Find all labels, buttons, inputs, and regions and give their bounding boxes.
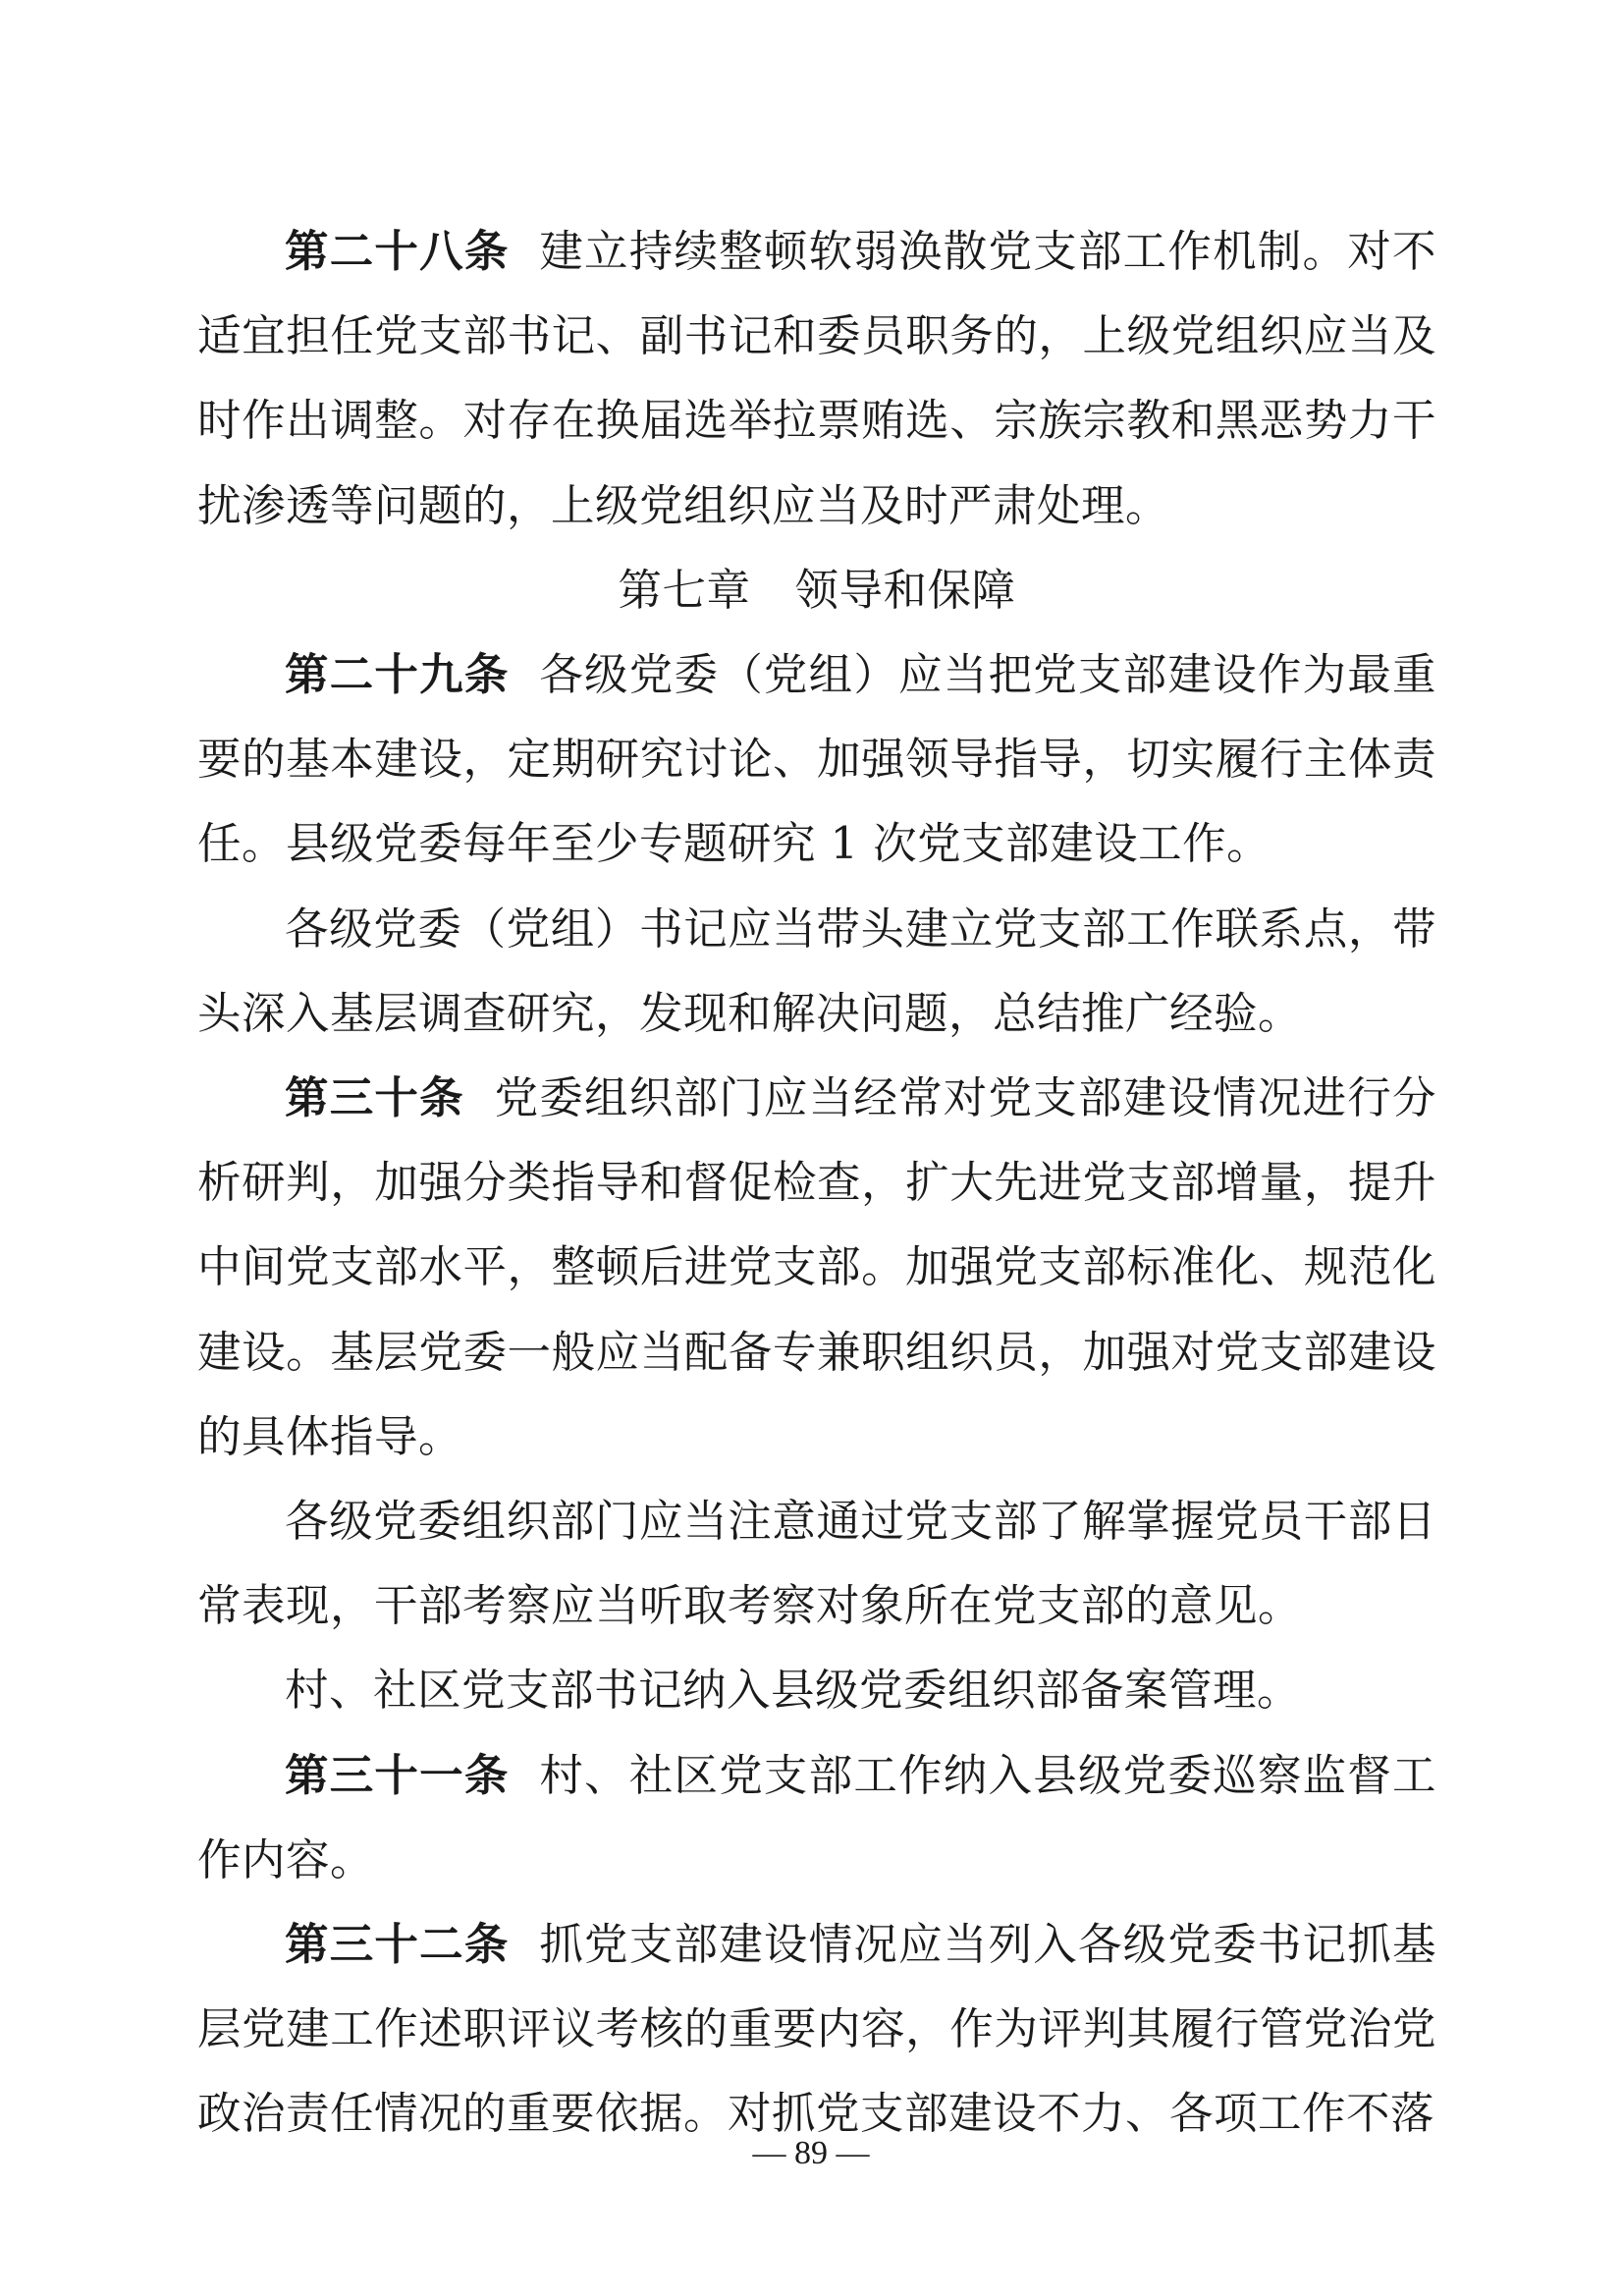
article-30-paragraph-3 <box>197 1649 1436 1733</box>
document-body <box>197 210 1436 2158</box>
paragraph-text: 各级党委组织部门应当注意通过党支部了解掌握党员干部日常表现，干部考察应当听取考察对象所在党支部的意见。 <box>197 1497 1436 1632</box>
article-30 <box>197 1057 1436 1480</box>
article-spacer <box>510 1920 540 1970</box>
page-number: — 89 — <box>752 2135 870 2171</box>
article-text: 各级党委（党组）应当把党支部建设作为最重要的基本建设，定期研究讨论、加强领导指导，切实履行主体责任。县级党委每年至少专题研究 1 次党支部建设工作。 <box>197 650 1436 870</box>
article-text: 村、社区党支部工作纳入县级党委巡察监督工作内容。 <box>197 1750 1436 1886</box>
article-label: 第三十一条 <box>285 1750 510 1801</box>
article-29 <box>197 633 1436 888</box>
article-label: 第二十九条 <box>285 650 510 701</box>
article-spacer <box>510 1751 540 1801</box>
article-30-paragraph-2 <box>197 1480 1436 1649</box>
paragraph-text: 村、社区党支部书记纳入县级党委组织部备案管理。 <box>285 1666 1302 1717</box>
article-label: 第三十二条 <box>285 1920 510 1971</box>
article-label: 第三十条 <box>285 1073 464 1124</box>
article-label: 第二十八条 <box>285 227 510 277</box>
paragraph-text: 各级党委（党组）书记应当带头建立党支部工作联系点，带头深入基层调查研究，发现和解决问题，总结推广经验。 <box>197 903 1436 1039</box>
article-spacer <box>510 227 540 277</box>
article-spacer <box>510 650 540 700</box>
article-31 <box>197 1734 1436 1903</box>
article-29-paragraph-2 <box>197 888 1436 1057</box>
article-spacer <box>464 1073 495 1123</box>
article-text: 建立持续整顿软弱涣散党支部工作机制。对不适宜担任党支部书记、副书记和委员职务的，上级党组织应当及时作出调整。对存在换届选举拉票贿选、宗族宗教和黑恶势力干扰渗透等问题的，上级党组织应当及时严肃处理。 <box>197 227 1436 531</box>
chapter-heading: 第七章 领导和保障 <box>618 565 1016 616</box>
article-28 <box>197 210 1436 549</box>
article-text: 党委组织部门应当经常对党支部建设情况进行分析研判，加强分类指导和督促检查，扩大先进党支部增量，提升中间党支部水平，整顿后进党支部。加强党支部标准化、规范化建设。基层党委一般应当配备专兼职组织员，加强对党支部建设的具体指导。 <box>197 1073 1436 1462</box>
article-32 <box>197 1903 1436 2158</box>
article-text: 抓党支部建设情况应当列入各级党委书记抓基层党建工作述职评议考核的重要内容，作为评判其履行管党治党政治责任情况的重要依据。对抓党支部建设不力、各项工作不落 <box>197 1920 1436 2140</box>
